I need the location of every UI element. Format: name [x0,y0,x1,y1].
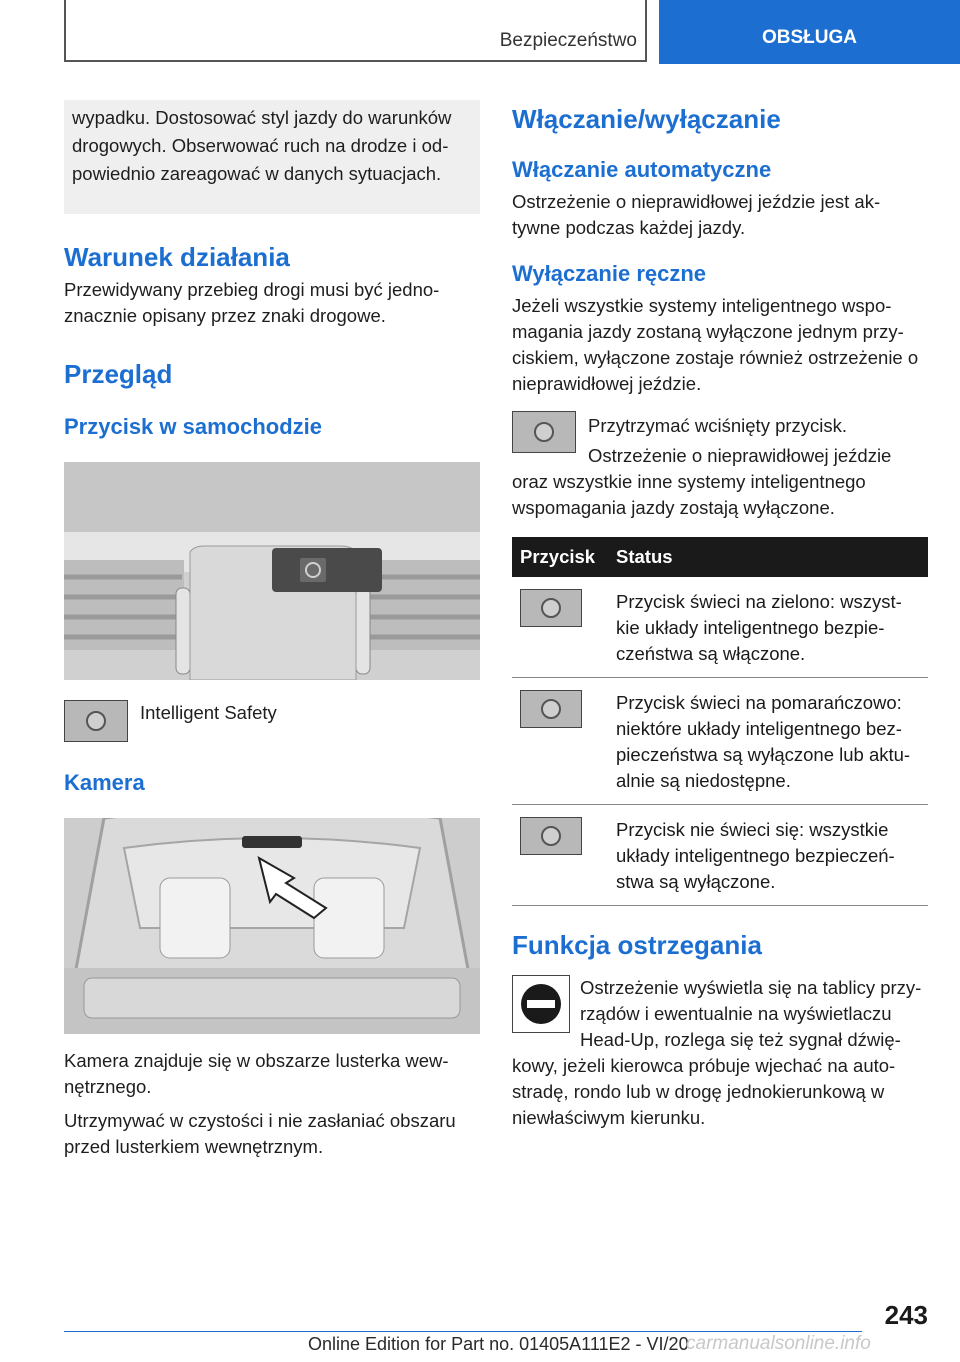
dashboard-photo [64,462,480,680]
intelligent-safety-label: Intelligent Safety [140,702,277,723]
kamera-heading: Kamera [64,770,145,795]
hold-result-a: Ostrzeżenie o nieprawidłowej jeździe [588,445,892,466]
status-cell: Przycisk świeci na zielono: wszyst‐ kie układy inteligentnego bezpie‐ czeństwa są włączone. [608,577,928,678]
right-column [512,100,928,1131]
auto-heading: Włączanie automatyczne [512,157,772,182]
manual-text: Jeżeli wszystkie systemy inteligentnego wspo‐ magania jazdy zostaną wyłączone jednym przy‐ ciskiem, wyłączone zostaje również ostrzeżenie o nieprawidłowej jeździe. [512,295,919,394]
manual-heading: Wyłączanie ręczne [512,261,707,286]
table-header-button: Przycisk [512,537,608,577]
kamera-text-2: Utrzymywać w czystości i nie zasłaniać obszaru przed lusterkiem wewnętrznym. [64,1110,456,1157]
kamera-text-1: Kamera znajduje się w obszarze lusterka wew‐ nętrznego. [64,1050,449,1097]
hold-button-row [512,411,928,469]
auto-text: Ostrzeżenie o nieprawidłowej jeździe jest ak‐ tywne podczas każdej jazdy. [512,191,881,238]
no-entry-icon [512,975,570,1033]
warunek-text: Przewidywany przebieg drogi musi być jedno‐ znacznie opisany przez znaki drogowe. [64,279,440,326]
table-row [512,678,928,805]
footer-divider [64,1331,862,1332]
wlaczanie-heading: Włączanie/wyłączanie [512,104,781,134]
warunek-heading: Warunek działania [64,242,290,272]
funkcja-text-a: Ostrzeżenie wyświetla się na tablicy przy‐ rządów i ewentualnie na wyświetlaczu Head-Up, rozlega się też sygnał dźwię‐ [580,977,922,1050]
status-cell: Przycisk nie świeci się: wszystkie układy inteligentnego bezpieczeń‐ stwa są wyłączone. [608,805,928,906]
warning-note-box [64,100,480,214]
watermark: carmanualsonline.info [686,1333,871,1354]
status-table [512,537,928,906]
button-green-icon [520,589,582,627]
intelligent-safety-row [64,700,480,742]
table-row [512,805,928,906]
page-number: 243 [884,1300,928,1330]
przeglad-heading: Przegląd [64,359,173,389]
table-header-status: Status [608,537,928,577]
table-row [512,577,928,678]
edition-text: Online Edition for Part no. 01405A111E2 - VI/20 [308,1334,689,1354]
dashboard-illustration [64,462,480,680]
warning-note-text: wypadku. Dostosować styl jazdy do warunków drogowych. Obserwować ruch na drodze i od‐ powiednio zareagować w danych sytuacjach. [72,107,452,184]
funkcja-heading: Funkcja ostrzegania [512,930,762,960]
left-column [64,100,480,1160]
hold-result-b: oraz wszystkie inne systemy inteligentnego wspomagania jazdy zostają wyłączone. [512,471,866,518]
intelligent-safety-button-icon [64,700,128,742]
camera-photo [64,818,480,1034]
button-off-icon [520,817,582,855]
chapter-tab-label: OBSŁUGA [762,27,857,48]
funkcja-text-b: kowy, jeżeli kierowca próbuje wjechać na auto‐ stradę, rondo lub w drogę jednokierunkową w niewłaściwym kierunku. [512,1055,896,1128]
car-interior-illustration [64,818,480,1034]
section-title: Bezpieczeństwo [499,30,637,51]
no-entry-row [512,975,928,1053]
intelligent-safety-button-icon [512,411,576,453]
hold-instruction: Przytrzymać wciśnięty przycisk. [588,415,848,436]
przycisk-heading: Przycisk w samochodzie [64,414,322,439]
button-orange-icon [520,690,582,728]
status-cell: Przycisk świeci na pomarańczowo: niektóre układy inteligentnego bez‐ pieczeństwa są wyłączone lub aktu‐ alnie są niedostępne. [608,678,928,805]
chapter-tab [659,0,960,64]
